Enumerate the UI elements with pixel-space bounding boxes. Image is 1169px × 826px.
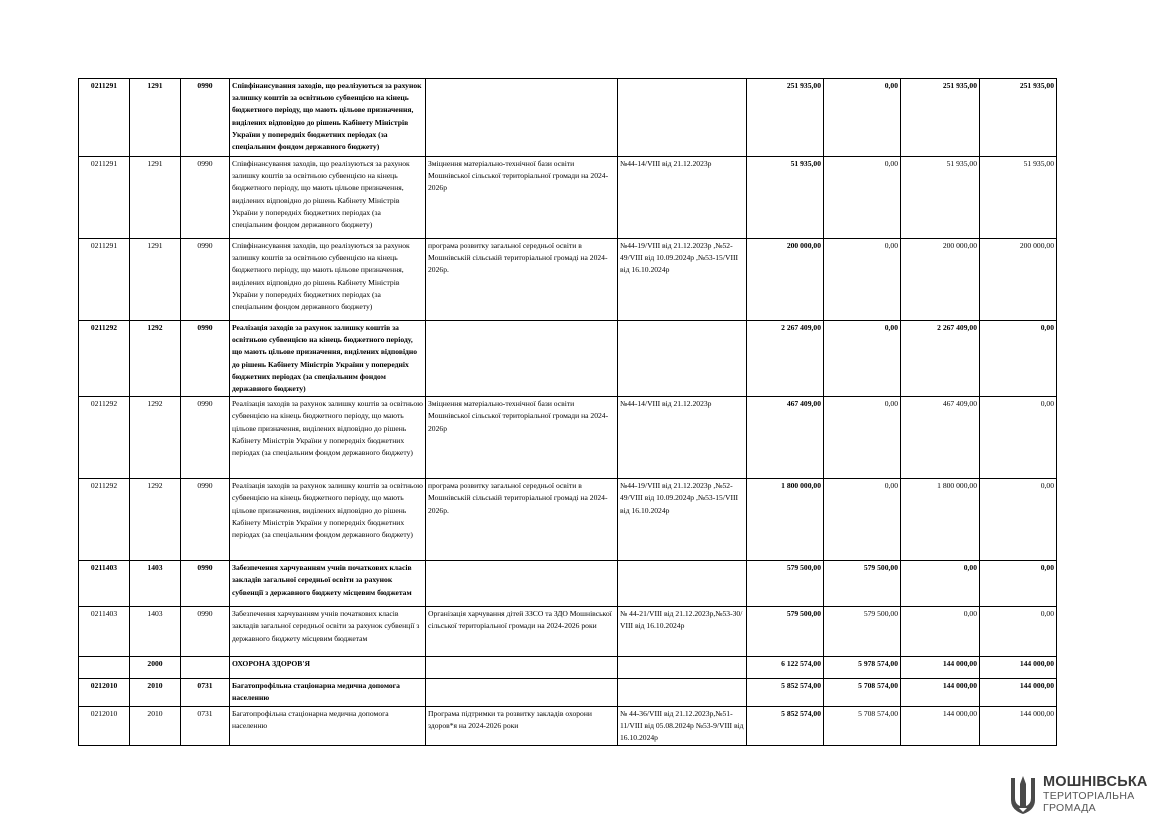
program-cell: Організація харчування дітей ЗЗСО та ЗДО Мошнівської сільської територіальної громади на 2024-2026 роки [426,607,618,657]
decision-cell: № 44-21/VIII від 21.12.2023р,№53-30/ VIII від 16.10.2024р [618,607,747,657]
total-cell: 251 935,00 [747,79,824,157]
budget-table [78,78,1057,746]
general-fund-cell: 579 500,00 [824,607,901,657]
code-cell: 0211403 [79,607,130,657]
decision-cell: №44-19/VIII від 21.12.2023р ,№52-49/VIII від 10.09.2024р ,№53-15/VIII від 16.10.2024р [618,479,747,561]
table-row [79,561,1057,607]
general-fund-cell: 0,00 [824,157,901,239]
name-cell: Багатопрофільна стаціонарна медична допомога населенню [230,706,426,746]
general-fund-cell: 5 978 574,00 [824,657,901,679]
decision-cell [618,657,747,679]
program-cell [426,679,618,706]
general-fund-cell: 0,00 [824,321,901,397]
total-cell: 579 500,00 [747,561,824,607]
decision-cell [618,679,747,706]
program-cell [426,657,618,679]
code-cell [79,657,130,679]
special-fund-cell: 2 267 409,00 [901,321,980,397]
development-budget-cell: 144 000,00 [980,657,1057,679]
name-cell: Співфінансування заходів, що реалізуються за рахунок залишку коштів за освітньою субвенцією на кінець бюджетного періоду, що мають цільове призначення, виділених відповідно до рішень Кабінету Міністрів України у попередніх бюджетних періодах (за спеціальним фондом державного бюджету) [230,239,426,321]
special-fund-cell: 144 000,00 [901,706,980,746]
kode-cell: 1292 [130,479,181,561]
table-row [79,397,1057,479]
general-fund-cell: 579 500,00 [824,561,901,607]
program-cell [426,321,618,397]
development-budget-cell: 144 000,00 [980,679,1057,706]
kfk-cell: 0990 [181,607,230,657]
kfk-cell [181,657,230,679]
special-fund-cell: 0,00 [901,607,980,657]
special-fund-cell: 51 935,00 [901,157,980,239]
community-logo [1009,772,1149,818]
name-cell: Співфінансування заходів, що реалізуються за рахунок залишку коштів за освітньою субвенцією на кінець бюджетного періоду, що мають цільове призначення, виділених відповідно до рішень Кабінету Міністрів України у попередніх бюджетних періодах (за спеціальним фондом державного бюджету) [230,79,426,157]
name-cell: Реалізація заходів за рахунок залишку коштів за освітньою субвенцією на кінець бюджетного періоду, що мають цільове призначення, виділених відповідно до рішень Кабінету Міністрів України у попередніх бюджетних періодах (за спеціальним фондом державного бюджету) [230,397,426,479]
logo-line-2: ТЕРИТОРІАЛЬНА [1043,790,1135,802]
table-row [79,479,1057,561]
name-cell: Забезпечення харчуванням учнів початкових класів закладів загальної середньої освіти за рахунок субвенції з державного бюджету місцевим бюджетам [230,607,426,657]
development-budget-cell: 0,00 [980,397,1057,479]
kfk-cell: 0990 [181,397,230,479]
total-cell: 200 000,00 [747,239,824,321]
code-cell: 0211403 [79,561,130,607]
kode-cell: 2010 [130,706,181,746]
total-cell: 5 852 574,00 [747,706,824,746]
kfk-cell: 0731 [181,679,230,706]
special-fund-cell: 1 800 000,00 [901,479,980,561]
kfk-cell: 0990 [181,561,230,607]
general-fund-cell: 0,00 [824,79,901,157]
code-cell: 0211291 [79,239,130,321]
name-cell: Реалізація заходів за рахунок залишку коштів за освітньою субвенцією на кінець бюджетного періоду, що мають цільове призначення, виділених відповідно до рішень Кабінету Міністрів України у попередніх бюджетних періодах (за спеціальним фондом державного бюджету) [230,479,426,561]
kode-cell: 1403 [130,607,181,657]
name-cell: Реалізація заходів за рахунок залишку коштів за освітньою субвенцією на кінець бюджетного періоду, що мають цільове призначення, виділених відповідно до рішень Кабінету Міністрів України у попередніх бюджетних періодах (за спеціальним фондом державного бюджету) [230,321,426,397]
development-budget-cell: 0,00 [980,607,1057,657]
kode-cell: 1291 [130,239,181,321]
code-cell: 0211292 [79,321,130,397]
total-cell: 51 935,00 [747,157,824,239]
development-budget-cell: 144 000,00 [980,706,1057,746]
decision-cell [618,79,747,157]
total-cell: 6 122 574,00 [747,657,824,679]
decision-cell [618,561,747,607]
general-fund-cell: 0,00 [824,479,901,561]
development-budget-cell: 0,00 [980,479,1057,561]
total-cell: 2 267 409,00 [747,321,824,397]
code-cell: 0211292 [79,479,130,561]
kode-cell: 1292 [130,397,181,479]
decision-cell: №44-14/VIII від 21.12.2023р [618,157,747,239]
special-fund-cell: 200 000,00 [901,239,980,321]
table-body [79,79,1057,746]
program-cell: програма розвитку загальної середньої освіти в Мошнівській сільській територіальної громаді на 2024-2026р. [426,479,618,561]
development-budget-cell: 51 935,00 [980,157,1057,239]
special-fund-cell: 467 409,00 [901,397,980,479]
general-fund-cell: 0,00 [824,239,901,321]
general-fund-cell: 0,00 [824,397,901,479]
development-budget-cell: 251 935,00 [980,79,1057,157]
program-cell: програма розвитку загальної середньої освіти в Мошнівській сільській територіальної громаді на 2024-2026р. [426,239,618,321]
decision-cell: №44-14/VIII від 21.12.2023р [618,397,747,479]
program-cell: Зміцнення матеріально-технічної бази освіти Мошнівської сільської територіальної громади на 2024-2026р [426,157,618,239]
kode-cell: 2000 [130,657,181,679]
code-cell: 0211291 [79,79,130,157]
decision-cell: № 44-36/VIII від 21.12.2023р,№51-11/VIII від 05.08.2024р №53-9/VIII від 16.10.2024р [618,706,747,746]
code-cell: 0211291 [79,157,130,239]
program-cell: Програма підтримки та розвитку закладів охорони здоров*я на 2024-2026 роки [426,706,618,746]
program-cell: Зміцнення матеріально-технічної бази освіти Мошнівської сільської територіальної громади на 2024-2026р [426,397,618,479]
kfk-cell: 0990 [181,239,230,321]
kode-cell: 1291 [130,79,181,157]
development-budget-cell: 0,00 [980,321,1057,397]
special-fund-cell: 251 935,00 [901,79,980,157]
name-cell: Забезпечення харчуванням учнів початкових класів закладів загальної середньої освіти за рахунок субвенції з державного бюджету місцевим бюджетам [230,561,426,607]
name-cell: Багатопрофільна стаціонарна медична допомога населенню [230,679,426,706]
kfk-cell: 0731 [181,706,230,746]
name-cell: Співфінансування заходів, що реалізуються за рахунок залишку коштів за освітньою субвенцією на кінець бюджетного періоду, що мають цільове призначення, виділених відповідно до рішень Кабінету Міністрів України у попередніх бюджетних періодах (за спеціальним фондом державного бюджету) [230,157,426,239]
kfk-cell: 0990 [181,479,230,561]
kode-cell: 1403 [130,561,181,607]
special-fund-cell: 0,00 [901,561,980,607]
kfk-cell: 0990 [181,79,230,157]
logo-line-3: ГРОМАДА [1043,802,1096,814]
table-row [79,239,1057,321]
logo-line-1: МОШНІВСЬКА [1043,774,1148,790]
special-fund-cell: 144 000,00 [901,657,980,679]
program-cell [426,561,618,607]
total-cell: 467 409,00 [747,397,824,479]
general-fund-cell: 5 708 574,00 [824,706,901,746]
decision-cell [618,321,747,397]
table-row [79,679,1057,706]
trident-icon [1009,774,1037,816]
table-row [79,157,1057,239]
general-fund-cell: 5 708 574,00 [824,679,901,706]
total-cell: 5 852 574,00 [747,679,824,706]
development-budget-cell: 0,00 [980,561,1057,607]
kode-cell: 1292 [130,321,181,397]
table-row [79,321,1057,397]
code-cell: 0212010 [79,679,130,706]
program-cell [426,79,618,157]
table-row [79,607,1057,657]
development-budget-cell: 200 000,00 [980,239,1057,321]
kfk-cell: 0990 [181,321,230,397]
name-cell: ОХОРОНА ЗДОРОВ'Я [230,657,426,679]
total-cell: 579 500,00 [747,607,824,657]
kode-cell: 1291 [130,157,181,239]
table-row [79,79,1057,157]
special-fund-cell: 144 000,00 [901,679,980,706]
decision-cell: №44-19/VIII від 21.12.2023р ,№52-49/VIII від 10.09.2024р ,№53-15/VIII від 16.10.2024р [618,239,747,321]
total-cell: 1 800 000,00 [747,479,824,561]
code-cell: 0211292 [79,397,130,479]
code-cell: 0212010 [79,706,130,746]
kode-cell: 2010 [130,679,181,706]
kfk-cell: 0990 [181,157,230,239]
table-row [79,657,1057,679]
table-row [79,706,1057,746]
